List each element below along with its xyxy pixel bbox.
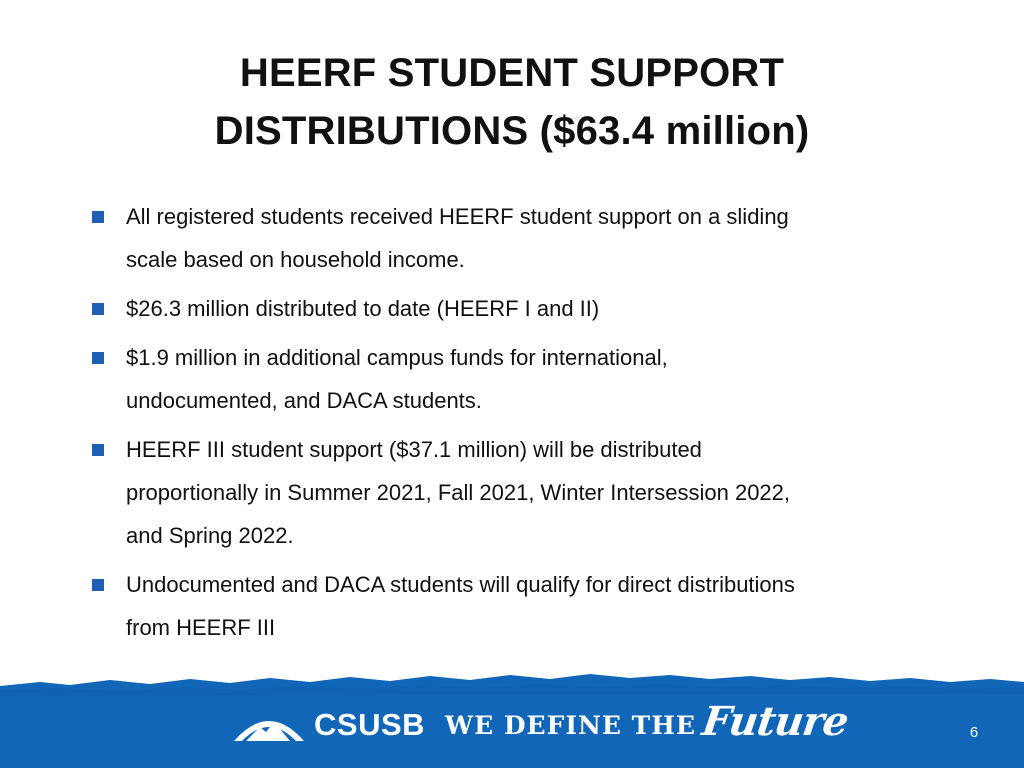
- square-bullet-icon: [92, 579, 104, 591]
- bullet-item: [88, 336, 928, 422]
- bullet-text-line: Undocumented and DACA students will qualify for direct distributions: [126, 572, 795, 597]
- square-bullet-icon: [92, 444, 104, 456]
- mountain-logo-icon: [232, 705, 306, 745]
- page-number: 6: [969, 724, 979, 741]
- title-line-1: HEERF STUDENT SUPPORT: [239, 51, 785, 95]
- square-bullet-icon: [92, 211, 104, 223]
- tagline: WE DEFINE THE: [445, 710, 696, 740]
- brand-wordmark: CSUSB: [314, 707, 426, 742]
- bullet-text-line: $26.3 million distributed to date (HEERF I and II): [126, 296, 600, 321]
- bullet-item: [88, 287, 928, 330]
- bullet-list: [88, 195, 928, 655]
- bullet-text-line: $1.9 million in additional campus funds for international,: [126, 345, 668, 370]
- bullet-text-line: and Spring 2022.: [126, 523, 294, 548]
- title-line-2: DISTRIBUTIONS ($63.4 million): [214, 109, 810, 153]
- csusb-logo: [232, 697, 851, 748]
- bullet-text-line: from HEERF III: [126, 615, 276, 640]
- slide-title: [112, 44, 912, 160]
- bullet-text-line: All registered students received HEERF student support on a sliding: [126, 204, 789, 229]
- bullet-text-line: proportionally in Summer 2021, Fall 2021, Winter Intersession 2022,: [126, 480, 791, 505]
- bullet-item: [88, 428, 928, 557]
- square-bullet-icon: [92, 303, 104, 315]
- bullet-text-line: undocumented, and DACA students.: [126, 388, 482, 413]
- bullet-item: [88, 563, 928, 649]
- bullet-text-line: HEERF III student support ($37.1 million) will be distributed: [126, 437, 702, 462]
- square-bullet-icon: [92, 352, 104, 364]
- bullet-text-line: scale based on household income.: [126, 247, 465, 272]
- tagline-script: Future: [699, 697, 851, 745]
- bullet-item: [88, 195, 928, 281]
